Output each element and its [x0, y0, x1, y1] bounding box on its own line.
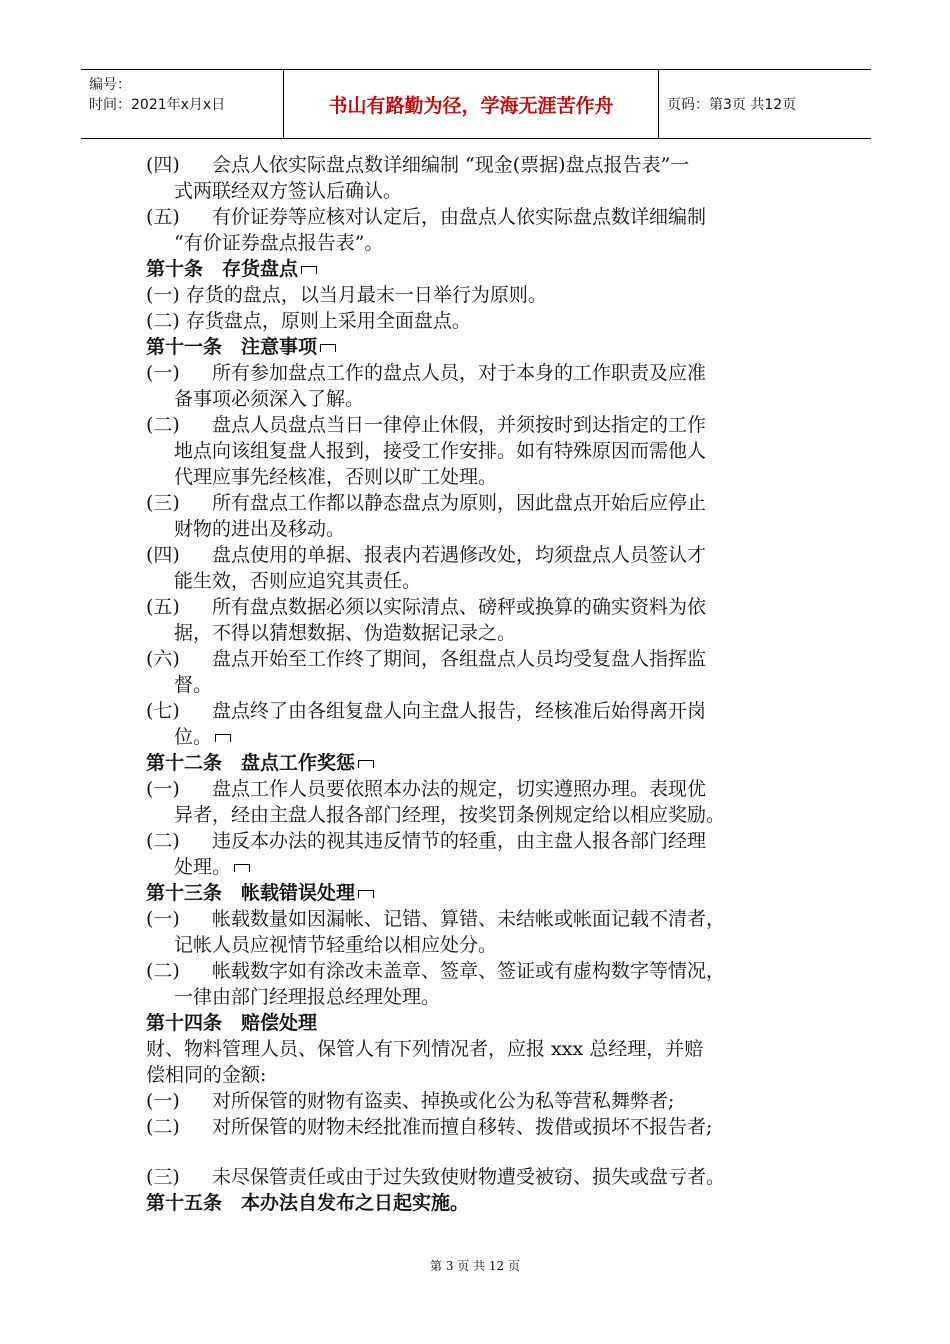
revision-mark-icon — [358, 760, 374, 768]
section-title: 第十三条 帐载错误处理 — [146, 880, 820, 906]
list-item: (一) 对所保管的财物有盗卖、掉换或化公为私等营私舞弊者; — [146, 1090, 675, 1112]
list-item-continuation: 位。 — [146, 724, 820, 750]
list-item: (三) 未尽保管责任或由于过失致使财物遭受被窃、损失或盘亏者。 — [146, 1166, 726, 1188]
list-item: (二) 对所保管的财物未经批准而擅自移转、拨借或损坏不报告者; — [146, 1116, 713, 1138]
list-item-continuation: 代理应事先经核准，否则以旷工处理。 — [174, 466, 498, 488]
header-meta — [81, 70, 284, 138]
list-item-continuation: 财物的进出及移动。 — [174, 518, 346, 540]
list-item-continuation: 地点向该组复盘人报到，接受工作安排。如有特殊原因而需他人 — [174, 440, 707, 462]
list-item: (二) 帐载数字如有涂改未盖章、签章、签证或有虚构数字等情况， — [146, 960, 726, 982]
blank-line — [146, 1140, 820, 1164]
revision-mark-icon — [358, 890, 374, 898]
list-item-continuation: 备事项必须深入了解。 — [174, 388, 365, 410]
list-item: (四) 会点人依实际盘点数详细编制 “现金(票据)盘点报告表”一 — [146, 154, 690, 176]
revision-mark-icon — [215, 734, 231, 742]
document-body — [146, 152, 820, 1216]
list-item-continuation: 据，不得以猜想数据、伪造数据记录之。 — [174, 622, 517, 644]
list-item: (七) 盘点终了由各组复盘人向主盘人报告，经核准后始得离开岗 — [146, 700, 707, 722]
section-title: 第十四条 赔偿处理 — [146, 1012, 318, 1034]
list-item-continuation: “有价证券盘点报告表”。 — [174, 232, 384, 254]
list-item: (六) 盘点开始至工作终了期间，各组盘点人员均受复盘人指挥监 — [146, 648, 707, 670]
list-item-continuation: 督。 — [174, 674, 213, 696]
page-footer: 第 3 页 共 12 页 — [430, 1259, 520, 1273]
list-item-continuation: 能生效，否则应追究其责任。 — [174, 570, 422, 592]
section-title: 第十条 存货盘点 — [146, 256, 820, 282]
paragraph: 财、物料管理人员、保管人有下列情况者，应报 xxx 总经理，并赔 — [146, 1038, 704, 1060]
list-item: (三) 所有盘点工作都以静态盘点为原则，因此盘点开始后应停止 — [146, 492, 707, 514]
list-item: (二) 盘点人员盘点当日一律停止休假，并须按时到达指定的工作 — [146, 414, 707, 436]
document-code: 编号： — [89, 77, 131, 93]
list-item: (五) 有价证券等应核对认定后，由盘点人依实际盘点数详细编制 — [146, 206, 707, 228]
list-item-continuation: 异者，经由主盘人报各部门经理，按奖罚条例规定给以相应奖励。 — [174, 804, 726, 826]
section-title: 第十五条 本办法自发布之日起实施。 — [146, 1192, 470, 1214]
page-header — [81, 69, 871, 139]
list-item: (一) 存货的盘点，以当月最末一日举行为原则。 — [146, 284, 547, 306]
revision-mark-icon — [234, 864, 250, 872]
list-item-continuation: 一律由部门经理报总经理处理。 — [174, 986, 441, 1008]
list-item: (一) 帐载数量如因漏帐、记错、算错、未结帐或帐面记载不清者， — [146, 908, 726, 930]
header-page-info: 页码：第3页 共12页 — [667, 97, 797, 113]
header-motto: 书山有路勤为径，学海无涯苦作舟 — [284, 70, 659, 138]
list-item: (五) 所有盘点数据必须以实际清点、磅秤或换算的确实资料为依 — [146, 596, 707, 618]
list-item: (二) 违反本办法的视其违反情节的轻重，由主盘人报各部门经理 — [146, 830, 707, 852]
list-item-continuation: 记帐人员应视情节轻重给以相应处分。 — [174, 934, 498, 956]
list-item: (一) 所有参加盘点工作的盘点人员，对于本身的工作职责及应准 — [146, 362, 707, 384]
section-title: 第十一条 注意事项 — [146, 334, 820, 360]
paragraph: 偿相同的金额: — [146, 1064, 267, 1086]
revision-mark-icon — [301, 266, 317, 274]
list-item: (一) 盘点工作人员要依照本办法的规定，切实遵照办理。表现优 — [146, 778, 707, 800]
list-item-continuation: 式两联经双方签认后确认。 — [174, 180, 403, 202]
list-item: (二) 存货盘点，原则上采用全面盘点。 — [146, 310, 471, 332]
document-date: 时间：2021年x月x日 — [89, 97, 226, 113]
list-item-continuation: 处理。 — [146, 854, 820, 880]
list-item: (四) 盘点使用的单据、报表内若遇修改处，均须盘点人员签认才 — [146, 544, 707, 566]
section-title: 第十二条 盘点工作奖惩 — [146, 750, 820, 776]
revision-mark-icon — [320, 344, 336, 352]
